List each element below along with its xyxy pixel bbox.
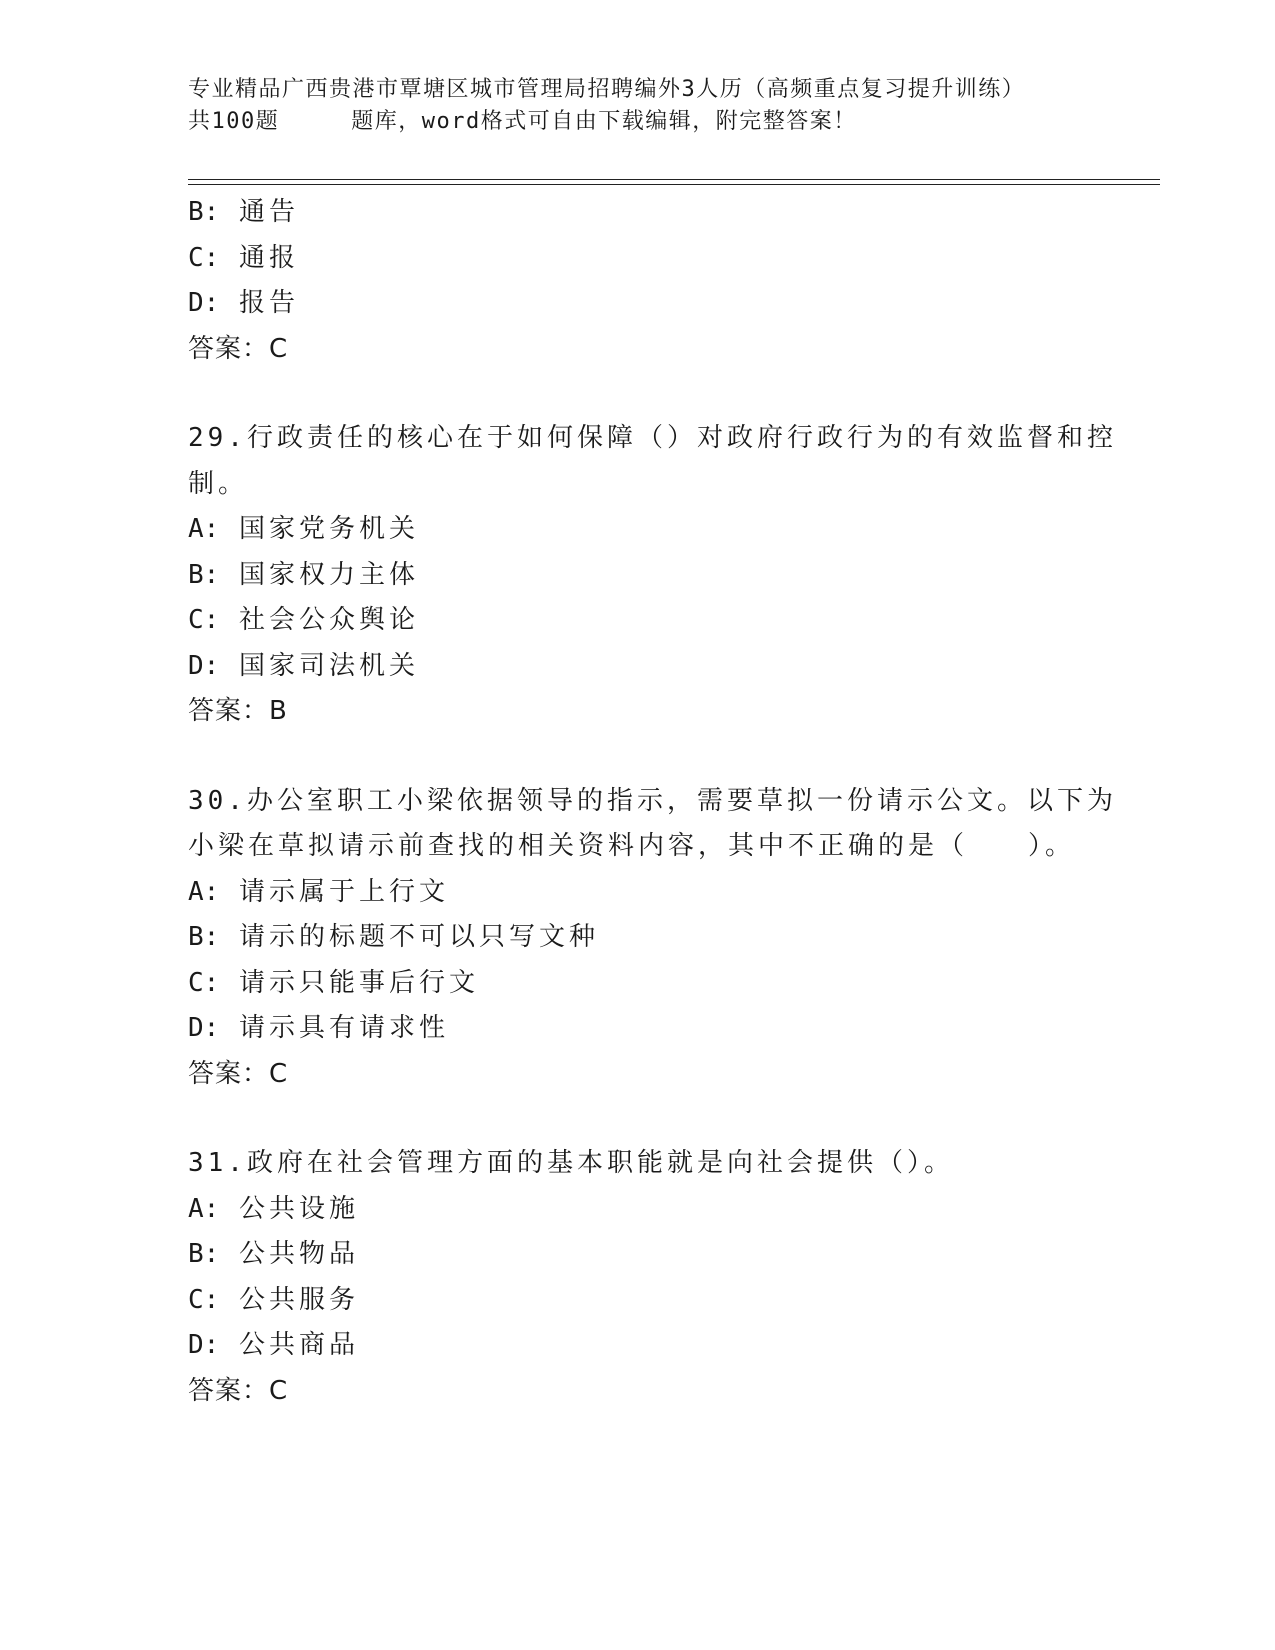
question-29: [188, 416, 1128, 735]
option-b: B: 公共物品: [188, 1239, 359, 1269]
option-a: A: 请示属于上行文: [188, 876, 449, 907]
option-b: B: 通告: [188, 197, 299, 227]
option-c: C: 请示只能事后行文: [188, 967, 479, 998]
option-c: C: 社会公众舆论: [188, 605, 419, 635]
option-b: B: 请示的标题不可以只写文种: [188, 922, 599, 952]
option-d: D: 报告: [188, 288, 299, 318]
header-divider-top: [188, 179, 1160, 180]
question-text: 29.行政责任的核心在于如何保障（）对政府行政行为的有效监督和控制。: [188, 423, 1117, 499]
option-d: D: 请示具有请求性: [188, 1013, 449, 1043]
option-a: A: 国家党务机关: [188, 514, 419, 544]
option-d: D: 公共商品: [188, 1330, 359, 1360]
answer-line: 答案：B: [188, 696, 288, 726]
header-question-count: 共100题: [188, 109, 280, 134]
question-text: 30.办公室职工小梁依据领导的指示，需要草拟一份请示公文。以下为小梁在草拟请示前查找的相关资料内容，其中不正确的是（ ）。: [188, 785, 1117, 861]
page-header: [188, 74, 1088, 138]
question-text: 31.政府在社会管理方面的基本职能就是向社会提供（）。: [188, 1148, 954, 1178]
header-subtitle-line: [188, 106, 1088, 138]
question-list: [188, 190, 1128, 1414]
option-d: D: 国家司法机关: [188, 650, 419, 681]
question-28-tail: [188, 190, 1128, 372]
option-c: C: 公共服务: [188, 1284, 359, 1315]
header-title-line: 专业精品广西贵港市覃塘区城市管理局招聘编外3人历（高频重点复习提升训练）: [188, 77, 1026, 102]
question-30: [188, 779, 1128, 1098]
option-b: B: 国家权力主体: [188, 559, 419, 590]
option-a: A: 公共设施: [188, 1193, 359, 1224]
header-description: 题库，word格式可自由下载编辑，附完整答案！: [351, 109, 857, 134]
header-divider-bottom: [188, 184, 1160, 185]
option-c: C: 通报: [188, 242, 299, 273]
question-31: [188, 1141, 1128, 1414]
answer-line: 答案：C: [188, 333, 289, 364]
answer-line: 答案：C: [188, 1375, 289, 1406]
answer-line: 答案：C: [188, 1058, 289, 1089]
